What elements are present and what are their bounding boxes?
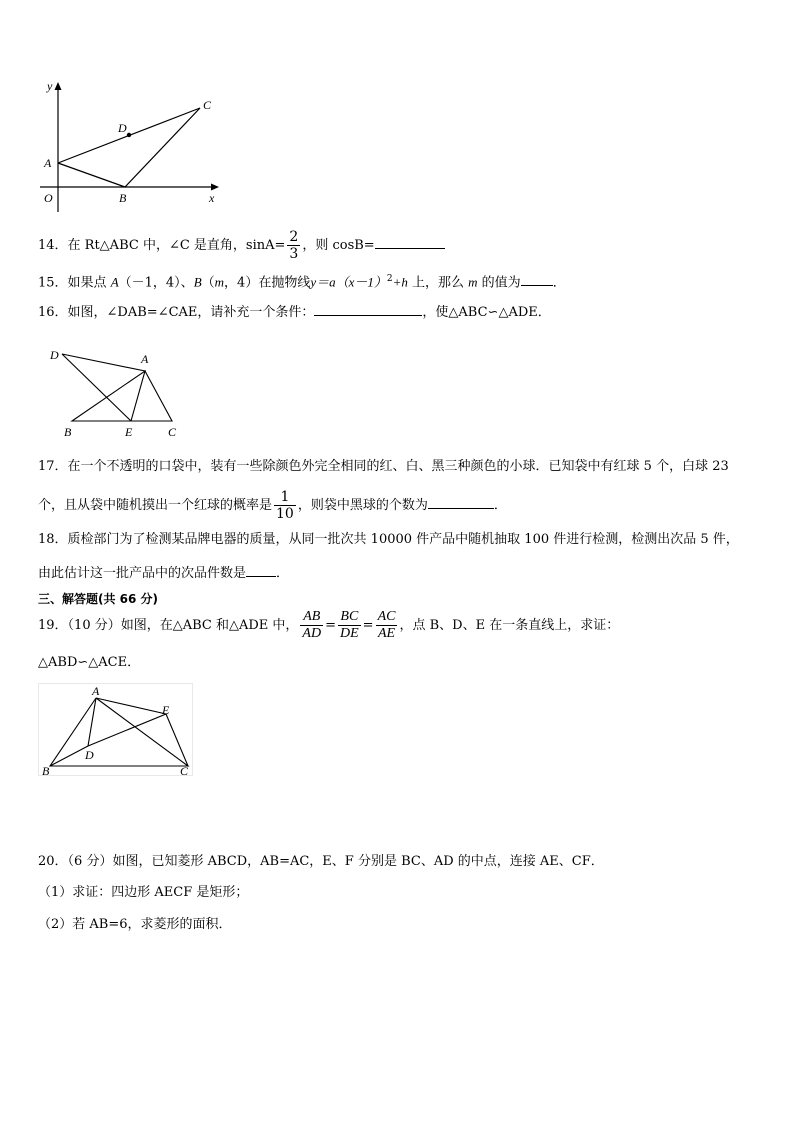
question-15: 15．如果点 A（－1，4）、B（m，4）在抛物线$y=a(x-1)^2+h$ 上，那么 m 的值为 ． — [38, 270, 566, 292]
q15-sup: 2 — [386, 274, 393, 284]
section-title: 三、解答题(共 66 分) — [38, 592, 159, 606]
q15-text-3: （ — [201, 275, 215, 291]
question-14 — [38, 229, 445, 262]
q14-answer-blank[interactable] — [375, 234, 445, 249]
q20-text-1: 20．（6 分）如图，已知菱形 ABCD，AB=AC，E、F 分别是 BC、AD 的中点，连接 AE、CF． — [38, 854, 604, 869]
q15-text-2: （－1，4）、 — [118, 275, 194, 291]
label-c: C — [180, 764, 189, 778]
q19-f3-num: AC — [377, 609, 396, 624]
question-20-line-3 — [38, 916, 232, 934]
question-18-line-1 — [38, 531, 739, 549]
question-17-line-1 — [38, 458, 729, 476]
label-e: E — [162, 703, 170, 717]
x-axis-arrow — [211, 184, 219, 191]
q19-f1-num: AB — [300, 609, 323, 626]
label-a: A — [44, 156, 52, 170]
question-17-line-2 — [38, 489, 507, 522]
q19-f1-den: AD — [302, 626, 322, 641]
q14-fraction — [287, 229, 300, 262]
question-19 — [38, 606, 619, 646]
q16-lines — [62, 354, 172, 421]
figure-q16 — [45, 343, 195, 443]
q14-post: ，则 cosB= — [302, 238, 375, 253]
label-c: C — [203, 98, 212, 112]
q17-answer-blank[interactable] — [428, 494, 494, 509]
q15-point-b: B — [193, 274, 202, 290]
q19-line-bd — [50, 746, 88, 766]
figure-q19-frame — [39, 684, 193, 776]
question-20-line-1 — [38, 853, 604, 871]
question-18-line-2 — [38, 562, 289, 583]
q19-f2-den: DE — [340, 626, 359, 641]
q16-post: ，使△ABC∽△ADE． — [422, 305, 551, 320]
label-c: C — [168, 425, 177, 439]
q17-end: ． — [493, 498, 507, 513]
q16-text: 16．如图，∠DAB=∠CAE，请补充一个条件： — [38, 305, 315, 320]
label-a: A — [141, 352, 149, 366]
q18-text-2: 由此估计这一批产品中的次品件数是 — [38, 566, 247, 581]
label-d: D — [50, 348, 59, 362]
q15-text-1: 15．如果点 — [38, 275, 111, 291]
q19-f3-den: AE — [377, 626, 396, 641]
q15-text-5: 上，那么 — [407, 275, 469, 291]
q19-text: 19．（10 分）如图，在△ABC 和△ADE 中， — [38, 618, 299, 633]
label-b: B — [64, 425, 72, 439]
question-16 — [38, 301, 551, 322]
q17-text-2a: 个，且从袋中随机摸出一个红球的概率是 — [38, 498, 273, 513]
label-b: B — [119, 191, 127, 205]
y-axis-arrow — [55, 82, 62, 90]
q18-answer-blank[interactable] — [246, 562, 276, 577]
q19-post: ，点 B、D、E 在一条直线上，求证： — [399, 618, 620, 633]
q15-text-4: ，4）在抛物线 — [224, 275, 311, 291]
q20-text-3: （2）若 AB=6，求菱形的面积． — [38, 917, 232, 932]
label-d: D — [85, 748, 94, 762]
label-a: A — [92, 684, 100, 698]
q17-fraction — [274, 489, 296, 522]
q14-text: 14．在 Rt△ABC 中，∠C 是直角，sinA= — [38, 238, 286, 253]
q14-num: 2 — [289, 229, 299, 245]
figure-q19 — [38, 683, 198, 778]
q17-den: 10 — [276, 506, 294, 522]
label-o: O — [44, 191, 53, 205]
label-d: D — [118, 121, 127, 135]
q17-text-1: 17．在一个不透明的口袋中，装有一些除颜色外完全相同的红、白、黑三种颜色的小球．已知袋中有红球 5 个，白球 23 — [38, 459, 729, 474]
q19-fraction-3 — [376, 609, 398, 642]
q19-f2-num: BC — [338, 609, 361, 626]
label-x: x — [209, 191, 215, 205]
q15-expr2: +h — [392, 274, 408, 290]
question-20-line-2 — [38, 884, 248, 902]
q19-fraction-1 — [300, 609, 323, 642]
q19-fraction-2 — [338, 609, 361, 642]
q15-text-6: 的值为 — [477, 275, 521, 291]
q19-eq-2: = — [362, 618, 374, 633]
q19-triangle-ade — [88, 698, 166, 746]
q20-text-2: （1）求证：四边形 AECF 是矩形； — [38, 885, 249, 900]
q19-eq-1: = — [325, 618, 336, 633]
q19-text-2: △ABD∽△ACE． — [38, 655, 141, 670]
q18-text-1: 18．质检部门为了检测某品牌电器的质量，从同一批次共 10000 件产品中随机抽取 100 件进行检测，检测出次品 5 件， — [38, 532, 739, 547]
q15-answer-blank[interactable] — [521, 271, 553, 286]
triangle-abc — [58, 108, 200, 187]
q18-end: ． — [276, 566, 290, 581]
q15-point-a: A — [110, 274, 119, 290]
figure-coordinate-triangle — [30, 78, 230, 218]
point-d — [127, 133, 131, 137]
q17-text-2b: ，则袋中黑球的个数为 — [297, 498, 428, 513]
q16-answer-blank[interactable] — [314, 301, 422, 316]
q15-m: m — [214, 274, 225, 290]
q14-den: 3 — [289, 246, 299, 262]
label-y: y — [47, 79, 53, 93]
label-e: E — [125, 425, 133, 439]
q15-expr: y＝a（x－1） — [310, 274, 387, 290]
q15-m2: m — [468, 274, 478, 290]
q17-num: 1 — [274, 489, 296, 506]
label-b: B — [42, 764, 50, 778]
question-19-line-2 — [38, 654, 140, 672]
